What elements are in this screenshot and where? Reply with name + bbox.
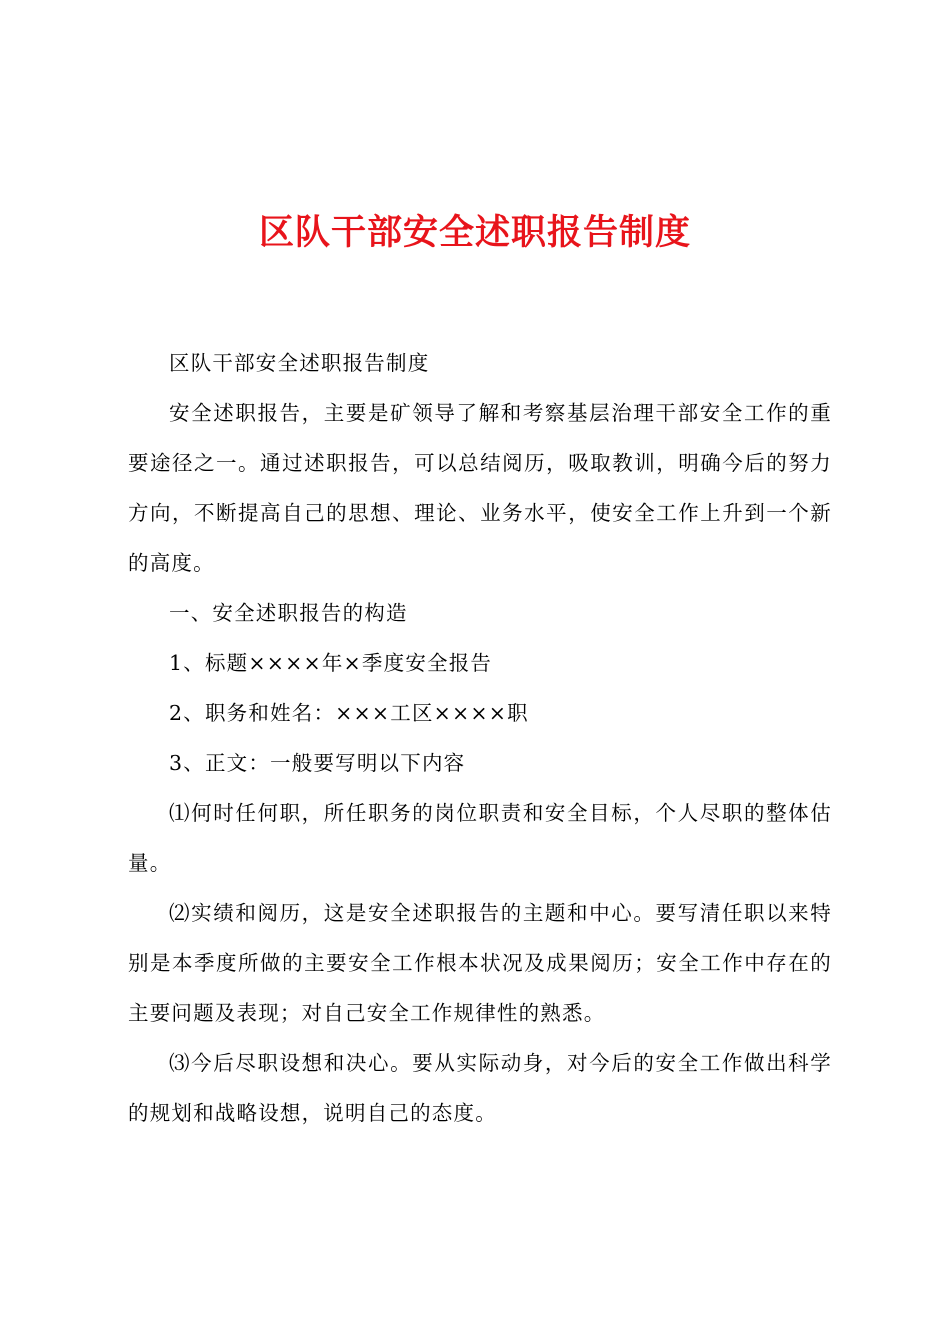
document-body xyxy=(128,338,832,1138)
content-point-1: ⑴何时任何职，所任职务的岗位职责和安全目标，个人尽职的整体估量。 xyxy=(128,801,832,875)
section-heading: 一、安全述职报告的构造 xyxy=(169,601,408,625)
intro-paragraph: 安全述职报告，主要是矿领导了解和考察基层治理干部安全工作的重要途径之一。通过述职报告，可以总结阅历，吸取教训，明确今后的努力方向，不断提高自己的思想、理论、业务水平，使安全工作上升到一个新的高度。 xyxy=(128,401,832,575)
list-item-body: 3、正文：一般要写明以下内容 xyxy=(169,751,466,775)
content-point-3: ⑶今后尽职设想和决心。要从实际动身，对今后的安全工作做出科学的规划和战略设想，说明自己的态度。 xyxy=(128,1051,832,1125)
content-point-2: ⑵实绩和阅历，这是安全述职报告的主题和中心。要写清任职以来特别是本季度所做的主要安全工作根本状况及成果阅历；安全工作中存在的主要问题及表现；对自己安全工作规律性的熟悉。 xyxy=(128,901,832,1025)
list-item-position: 2、职务和姓名：×××工区××××职 xyxy=(169,701,529,725)
subtitle-paragraph: 区队干部安全述职报告制度 xyxy=(169,351,430,375)
document-title: 区队干部安全述职报告制度 xyxy=(258,213,691,253)
list-item-title: 1、标题××××年×季度安全报告 xyxy=(169,651,493,675)
